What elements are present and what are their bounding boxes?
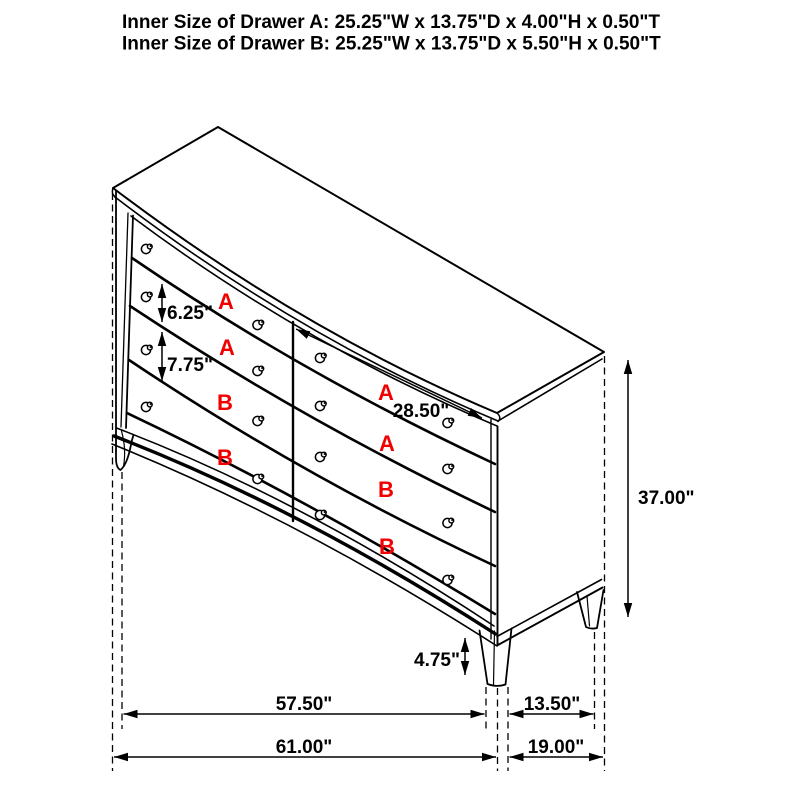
header-drawer-a-spec: Inner Size of Drawer A: 25.25"W x 13.75"D x 4.00"H x 0.50"T: [122, 12, 661, 33]
drawer-knob-icon: [253, 416, 264, 425]
drawer-label: A: [219, 335, 235, 360]
dim-label-leg-height: 4.75": [414, 650, 460, 671]
dim-label-drawer-b-height: 7.75": [167, 355, 213, 376]
base-bottom-edge: [112, 444, 497, 646]
drawer-label: A: [378, 380, 394, 405]
dim-label-drawer-a-height: 6.25": [167, 303, 213, 324]
dim-label-width-between-legs: 57.50": [275, 694, 333, 715]
dresser-drawing: [112, 127, 604, 686]
dim-label-overall-width: 61.00": [275, 737, 333, 758]
base-band-thick: [114, 436, 496, 634]
front-right-leg-edge: [494, 631, 495, 685]
dim-label-depth-between-legs: 13.50": [523, 694, 581, 715]
drawer-knob-icon: [443, 518, 454, 527]
drawer-knob-icon: [253, 320, 264, 329]
drawer-knob-icon: [443, 464, 454, 473]
dim-label-right-section-width: 28.50": [392, 401, 450, 422]
drawer-knob-icon: [141, 244, 152, 253]
drawer-label: B: [379, 534, 395, 559]
extension-lines: [113, 193, 605, 771]
drawer-label: A: [218, 289, 234, 314]
top-edge-band-right: [498, 359, 602, 421]
back-right-leg-edge: [587, 596, 590, 626]
drawer-label: A: [379, 431, 395, 456]
back-right-leg: [577, 590, 604, 629]
drawer-label: B: [217, 390, 233, 415]
drawer-knob-icon: [141, 292, 152, 301]
header-drawer-b-spec: Inner Size of Drawer B: 25.25"W x 13.75"D x 5.50"H x 0.50"T: [122, 33, 661, 55]
drawer-knob-icon: [315, 401, 326, 410]
dim-label-overall-height: 37.00": [638, 488, 695, 509]
drawer-label: B: [217, 445, 233, 470]
drawer-knob-icon: [443, 575, 454, 584]
drawer-knob-icon: [253, 366, 264, 375]
drawer-knob-icon: [315, 510, 326, 519]
drawer-knob-icon: [141, 345, 152, 354]
dim-label-overall-depth: 19.00": [527, 737, 585, 758]
drawer-label: B: [378, 477, 394, 502]
drawer-knob-icon: [315, 353, 326, 362]
right-panel-bottom-band: [497, 580, 602, 637]
dimension-labels: [167, 303, 695, 758]
drawer-separator-curve: [127, 413, 495, 614]
drawer-knob-icon: [141, 402, 152, 411]
drawer-knob-icon: [315, 452, 326, 461]
